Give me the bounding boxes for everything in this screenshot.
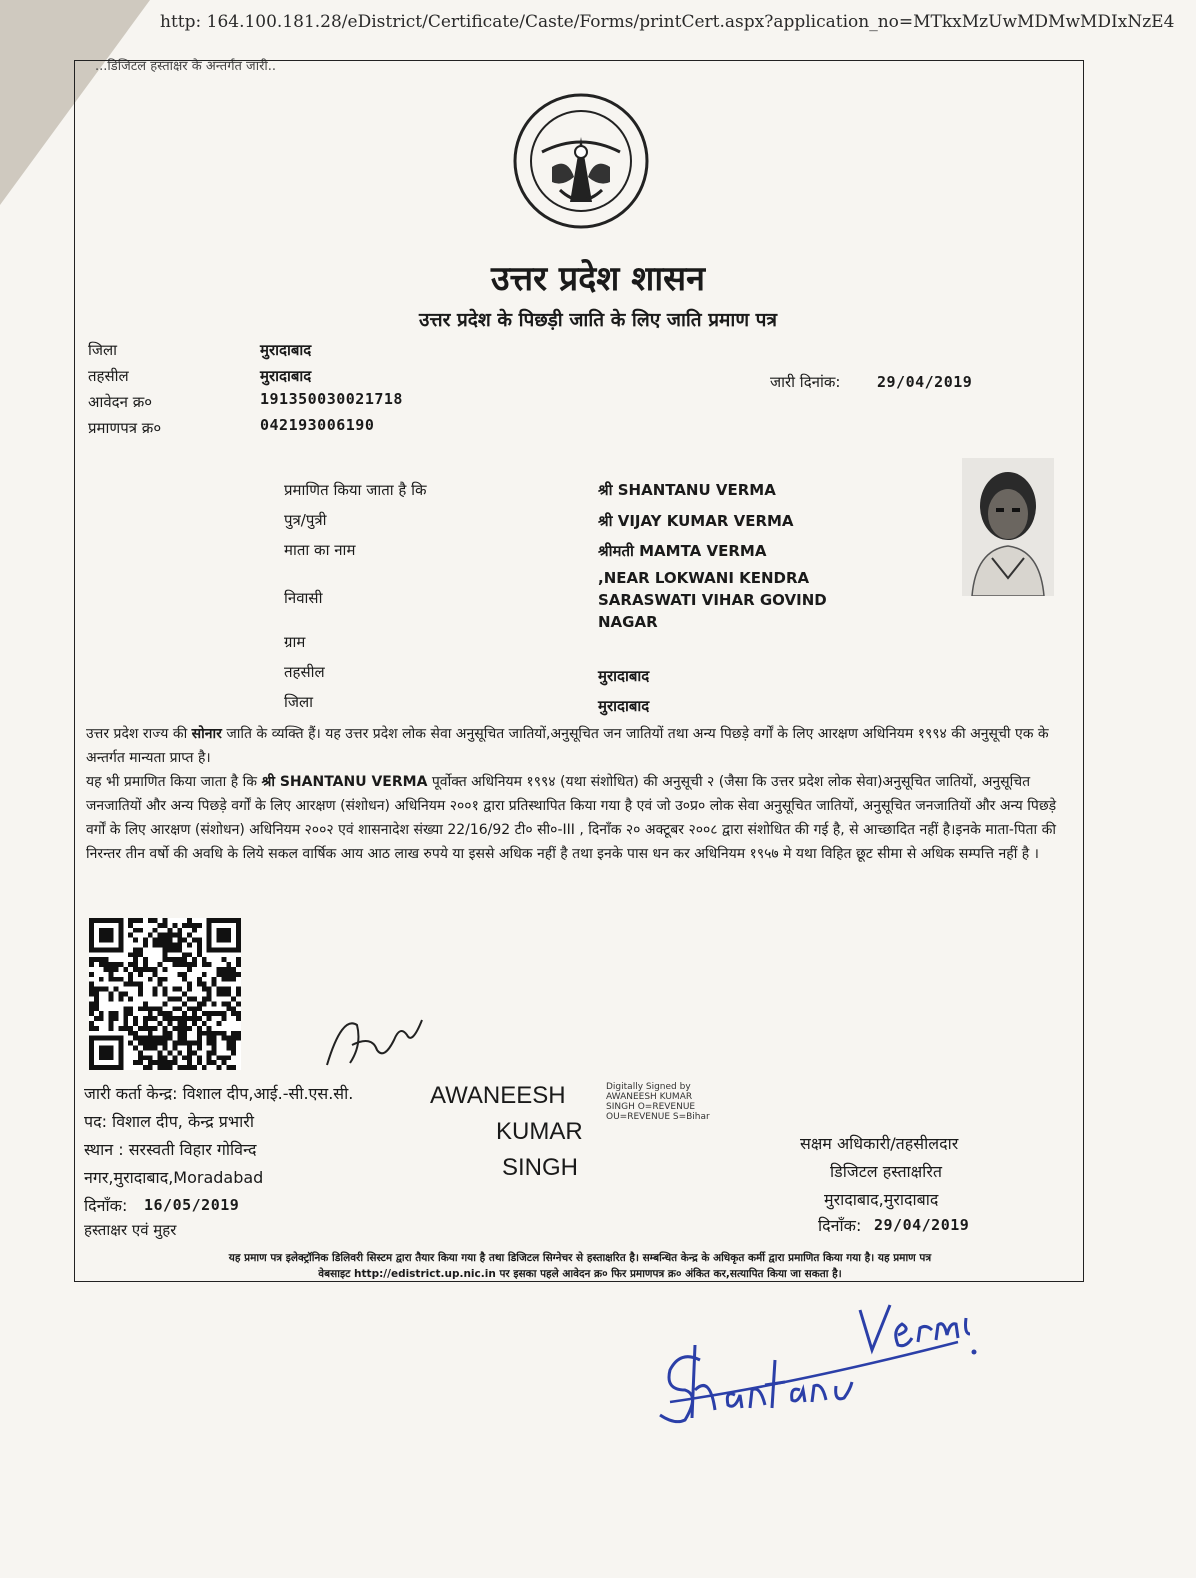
mother-name: श्रीमती MAMTA VERMA xyxy=(598,542,767,560)
district-value: मुरादाबाद xyxy=(260,341,312,359)
footer-line-1: यह प्रमाण पत्र इलेक्ट्रॉनिक डिलिवरी सिस्टम द्वारा तैयार किया गया है तथा डिजिटल सिग्नेचर से हस्ताक्षरित है। सम्बन्धित केन्द्र के अधिकृत कर्मी द्वारा प्रमाणित किया गया है। यह प्रमाण पत्र xyxy=(228,1252,932,1264)
tehsil-label: तहसील xyxy=(88,367,129,385)
person-district-label: जिला xyxy=(284,693,314,711)
address-line-1: ,NEAR LOKWANI KENDRA xyxy=(598,569,810,587)
up-government-emblem-icon xyxy=(512,92,650,230)
caste-name: सोनार xyxy=(191,726,222,742)
authority-title: सक्षम अधिकारी/तहसीलदार xyxy=(800,1134,959,1153)
issue-date: 29/04/2019 xyxy=(877,373,973,391)
person-tehsil-label: तहसील xyxy=(284,663,325,681)
application-number-label: आवेदन क्र० xyxy=(88,393,153,411)
qr-code-icon xyxy=(88,918,242,1070)
caste-text-start: उत्तर प्रदेश राज्य की xyxy=(86,726,188,742)
caste-text-end: जाति के व्यक्ति हैं। यह उत्तर प्रदेश लोक सेवा अनुसूचित जातियों,अनुसूचित जन जातियों तथा अन्य पिछड़े वर्गों के लिए आरक्षण अधिनियम १९९४ की अनुसूची एक के अन्तर्गत मान्यता प्राप्त है। xyxy=(86,726,1049,766)
applicant-photo xyxy=(962,458,1054,596)
resident-label: निवासी xyxy=(284,589,323,607)
issuer-post: पद: विशाल दीप, केन्द्र प्रभारी xyxy=(84,1112,254,1131)
authority-place: मुरादाबाद,मुरादाबाद xyxy=(824,1190,939,1209)
application-number: 191350030021718 xyxy=(260,390,403,408)
issuer-place-line-2: नगर,मुरादाबाद,Moradabad xyxy=(84,1168,264,1187)
applicant-name: श्री SHANTANU VERMA xyxy=(598,481,776,499)
digital-signature-details xyxy=(606,1082,746,1122)
applicant-handwritten-signature-icon xyxy=(640,1290,980,1430)
signer-name-line-2: KUMAR xyxy=(496,1118,583,1145)
village-label: ग्राम xyxy=(284,633,306,651)
parent-label: पुत्र/पुत्री xyxy=(284,511,327,529)
issuer-date: 16/05/2019 xyxy=(144,1196,240,1214)
digital-signature-note: ...डिजिटल हस्ताक्षर के अन्तर्गत जारी.. xyxy=(95,59,277,74)
person-district-value: मुरादाबाद xyxy=(598,697,650,715)
authority-date-label: दिनाँक: xyxy=(818,1216,862,1235)
footer-line-2: वेबसाइट http://edistrict.up.nic.in पर इसका पहले आवेदन क्र० फिर प्रमाणपत्र क्र० अंकित कर,सत्यापित किया जा सकता है। xyxy=(318,1268,842,1280)
authority-digital: डिजिटल हस्ताक्षरित xyxy=(830,1162,942,1181)
authority-date: 29/04/2019 xyxy=(874,1216,970,1234)
print-url: http: 164.100.181.28/eDistrict/Certificate/Caste/Forms/printCert.aspx?application_no=MTkxMzUwMDMwMDIxNzE4 xyxy=(160,12,1175,32)
issuing-center: जारी कर्ता केन्द्र: विशाल दीप,आई.-सी.एस.सी. xyxy=(84,1084,354,1103)
certification-paragraph xyxy=(86,770,1076,866)
digital-note-1: Digitally Signed by xyxy=(606,1082,691,1092)
certificate-number: 042193006190 xyxy=(260,416,375,434)
issuer-place-line-1: स्थान : सरस्वती विहार गोविन्द xyxy=(84,1140,257,1159)
district-label: जिला xyxy=(88,341,118,359)
signer-name-line-1: AWANEESH xyxy=(430,1082,566,1109)
certified-label: प्रमाणित किया जाता है कि xyxy=(284,481,427,499)
issue-date-label: जारी दिनांक: xyxy=(770,373,841,391)
signer-name-line-3: SINGH xyxy=(502,1154,579,1181)
certificate-subtitle: उत्तर प्रदेश के पिछड़ी जाति के लिए जाति प्रमाण पत्र xyxy=(419,309,777,331)
officer-signature-icon xyxy=(322,1005,432,1075)
sign-and-seal-label: हस्ताक्षर एवं मुहर xyxy=(84,1221,177,1239)
certification-applicant-name: श्री SHANTANU VERMA xyxy=(261,774,428,790)
certificate-number-label: प्रमाणपत्र क्र० xyxy=(88,419,162,437)
address-line-3: NAGAR xyxy=(598,613,658,631)
portrait-icon xyxy=(962,458,1054,596)
caste-paragraph xyxy=(86,722,1076,770)
person-tehsil-value: मुरादाबाद xyxy=(598,667,650,685)
digital-note-2: AWANEESH KUMAR xyxy=(606,1092,693,1102)
issuer-date-label: दिनाँक: xyxy=(84,1196,128,1215)
tehsil-value: मुरादाबाद xyxy=(260,367,312,385)
father-name: श्री VIJAY KUMAR VERMA xyxy=(598,512,794,530)
certification-text-end: पूर्वोक्त अधिनियम १९९४ (यथा संशोधित) की अनुसूची २ (जैसा कि उत्तर प्रदेश लोक सेवा)अनुसूचित जातियों, अनुसूचित जनजातियों और अन्य पिछड़े वर्गों के लिए आरक्षण (संशोधन) अधिनियम २००१ द्वारा प्रतिस्थापित किया गया है एवं जो उ०प्र० लोक सेवा अनुसूचित जातियों, अनुसूचित जनजातियों और अन्य पिछड़े वर्गों के लिए आरक्षण (संशोधन) अधिनियम २००२ एवं शासनादेश संख्या 22/16/92 टी० सी०-III , दिनाँक २० अक्टूबर २००८ द्वारा संशोधित की गई है, से आच्छादित नहीं है।इनके माता-पिता की निरन्तर तीन वर्षो की अवधि के लिये सकल वार्षिक आय आठ लाख रुपये या इससे अधिक नहीं है तथा इनके पास धन कर अधिनियम १९५७ मे यथा विहित छूट सीमा से अधिक सम्पत्ति नहीं है । xyxy=(86,774,1057,862)
page-title: उत्तर प्रदेश शासन xyxy=(490,259,705,299)
digital-note-4: OU=REVENUE S=Bihar xyxy=(606,1112,710,1122)
mother-label: माता का नाम xyxy=(284,541,356,559)
certification-text-start: यह भी प्रमाणित किया जाता है कि xyxy=(86,774,257,790)
address-line-2: SARASWATI VIHAR GOVIND xyxy=(598,591,827,609)
digital-note-3: SINGH O=REVENUE xyxy=(606,1102,696,1112)
